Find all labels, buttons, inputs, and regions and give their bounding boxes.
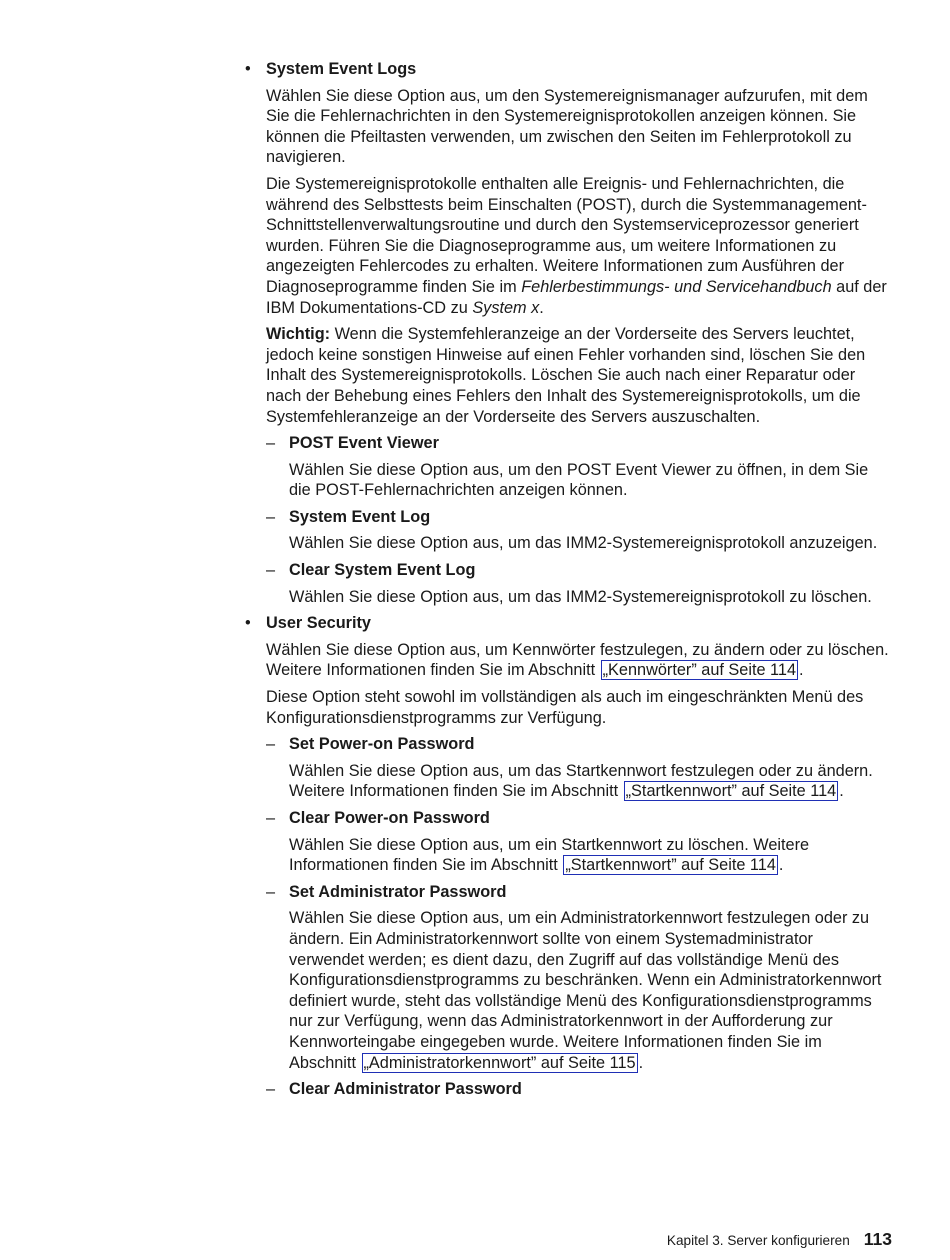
bullet-marker: • bbox=[245, 60, 251, 78]
link-startkennwort[interactable]: „Startkennwort” auf Seite 114 bbox=[625, 782, 837, 801]
sub-item-post-event-viewer bbox=[266, 433, 892, 501]
sub-item-heading: System Event Log bbox=[289, 507, 431, 526]
paragraph: Wählen Sie diese Option aus, um den POST Event Viewer zu öffnen, in dem Sie die POST-Fehlernachrichten anzeigen können. bbox=[289, 460, 869, 500]
sub-item-system-event-log bbox=[266, 507, 892, 554]
paragraph bbox=[266, 640, 892, 681]
important-note bbox=[266, 324, 892, 427]
sub-item-clear-system-event-log bbox=[266, 560, 892, 607]
paragraph-text: Wählen Sie diese Option aus, um ein Startkennwort zu löschen. Weitere Informationen finden Sie im Abschnitt bbox=[289, 835, 810, 875]
paragraph bbox=[289, 761, 892, 802]
list-item-user-security bbox=[245, 613, 892, 1099]
dash-marker: – bbox=[266, 882, 276, 901]
paragraph bbox=[266, 174, 892, 318]
important-label: Wichtig: bbox=[266, 325, 331, 344]
sub-item-heading: POST Event Viewer bbox=[289, 434, 439, 453]
sub-item-heading: Clear Administrator Password bbox=[289, 1080, 522, 1099]
paragraph-text: Die Systemereignisprotokolle enthalten alle Ereignis- und Fehlernachrichten, die während des Selbsttests beim Einschalten (POST), durch die Systemmanagement-Schnittstellenverwaltungsroutine und durch den Systemserviceprozessor generiert wurden. Führen Sie die Diagnoseprogramme aus, um weitere Informationen zu angezeigten Fehlercodes zu erhalten. Weitere Informationen zum Ausführen der Diagnoseprogramme finden Sie im bbox=[266, 174, 867, 296]
paragraph-text: Wählen Sie diese Option aus, um das Startkennwort festzulegen oder zu ändern. Weitere Informationen finden Sie im Abschnitt bbox=[289, 761, 873, 801]
paragraph-text: Wählen Sie diese Option aus, um ein Administratorkennwort festzulegen oder zu ändern. Ein Administratorkennwort sollte von einem Systemadministrator verwendet werden; es dient dazu, den Zugriff auf das vollständige Menü des Konfigurationsdienstprogramms zu beschränken. Wenn ein Administratorkennwort definiert wurde, steht das vollständige Menü des Konfigurationsdienstprogramms nur zur Verfügung, wenn das Administratorkennwort in der Aufforderung zur Kennworteingabe eingegeben wurde. Weitere Informationen finden Sie im Abschnitt bbox=[289, 909, 882, 1072]
bullet-marker: • bbox=[245, 614, 251, 633]
page-footer bbox=[0, 1229, 892, 1250]
paragraph-text: auf der IBM Dokumentations-CD zu bbox=[266, 277, 887, 317]
paragraph-text: . bbox=[638, 1053, 644, 1072]
item-heading: User Security bbox=[266, 614, 371, 633]
paragraph: Wählen Sie diese Option aus, um das IMM2-Systemereignisprotokoll zu löschen. bbox=[289, 587, 872, 606]
paragraph-text: . bbox=[539, 298, 544, 317]
paragraph-text: . bbox=[839, 782, 844, 801]
page-body bbox=[245, 59, 892, 1106]
paragraph bbox=[289, 835, 892, 876]
important-text: Wenn die Systemfehleranzeige an der Vorderseite des Servers leuchtet, jedoch keine sonstigen Hinweise auf einen Fehler vorhanden sind, löschen Sie den Inhalt des Systemereignisprotokolls. Löschen Sie auch nach einer Reparatur oder nach der Behebung eines Fehlers den Inhalt des Systemereignisprotokolls, um die Systemfehleranzeige an der Vorderseite des Servers auszuschalten. bbox=[266, 325, 866, 426]
dash-marker: – bbox=[266, 434, 276, 453]
sub-item-clear-administrator-password bbox=[266, 1079, 892, 1100]
dash-marker: – bbox=[266, 561, 276, 580]
sub-item-set-power-on-password bbox=[266, 734, 892, 802]
sub-item-heading: Clear Power-on Password bbox=[289, 809, 490, 827]
link-startkennwort[interactable]: „Startkennwort” auf Seite 114 bbox=[565, 856, 776, 875]
link-administratorkennwort[interactable]: „Administratorkennwort” auf Seite 115 bbox=[363, 1053, 636, 1072]
sub-item-heading: Set Power-on Password bbox=[289, 735, 475, 754]
paragraph-text: . bbox=[799, 661, 804, 680]
emphasis-text: Fehlerbestimmungs- und Servicehandbuch bbox=[521, 277, 832, 296]
page-number: 113 bbox=[863, 1229, 892, 1249]
paragraph bbox=[289, 908, 892, 1073]
sub-item-set-administrator-password bbox=[266, 882, 892, 1073]
link-kennwoerter[interactable]: „Kennwörter” auf Seite 114 bbox=[602, 661, 797, 680]
dash-marker: – bbox=[266, 507, 276, 526]
dash-marker: – bbox=[266, 809, 276, 827]
paragraph: Diese Option steht sowohl im vollständigen als auch im eingeschränkten Menü des Konfigurationsdienstprogramms zur Verfügung. bbox=[266, 688, 864, 727]
dash-marker: – bbox=[266, 735, 276, 754]
dash-marker: – bbox=[266, 1080, 276, 1099]
list-item-system-event-logs bbox=[245, 59, 892, 607]
item-heading: System Event Logs bbox=[266, 60, 417, 78]
footer-chapter: Kapitel 3. Server konfigurieren bbox=[666, 1233, 850, 1248]
emphasis-text: System x bbox=[472, 298, 540, 317]
paragraph-text: . bbox=[778, 856, 784, 875]
sub-item-clear-power-on-password bbox=[266, 808, 892, 876]
paragraph: Wählen Sie diese Option aus, um den Systemereignismanager aufzurufen, mit dem Sie die Fehlernachrichten in den Systemereignisprotokollen anzeigen können. Sie können die Pfeiltasten verwenden, um zwischen den Seiten im Fehlerprotokoll zu navigieren. bbox=[266, 86, 868, 167]
paragraph-text: Wählen Sie diese Option aus, um Kennwörter festzulegen, zu ändern oder zu löschen. Weitere Informationen finden Sie im Abschnitt bbox=[266, 640, 889, 680]
sub-item-heading: Clear System Event Log bbox=[289, 561, 476, 580]
sub-item-heading: Set Administrator Password bbox=[289, 882, 507, 901]
paragraph: Wählen Sie diese Option aus, um das IMM2-Systemereignisprotokoll anzuzeigen. bbox=[289, 534, 878, 553]
